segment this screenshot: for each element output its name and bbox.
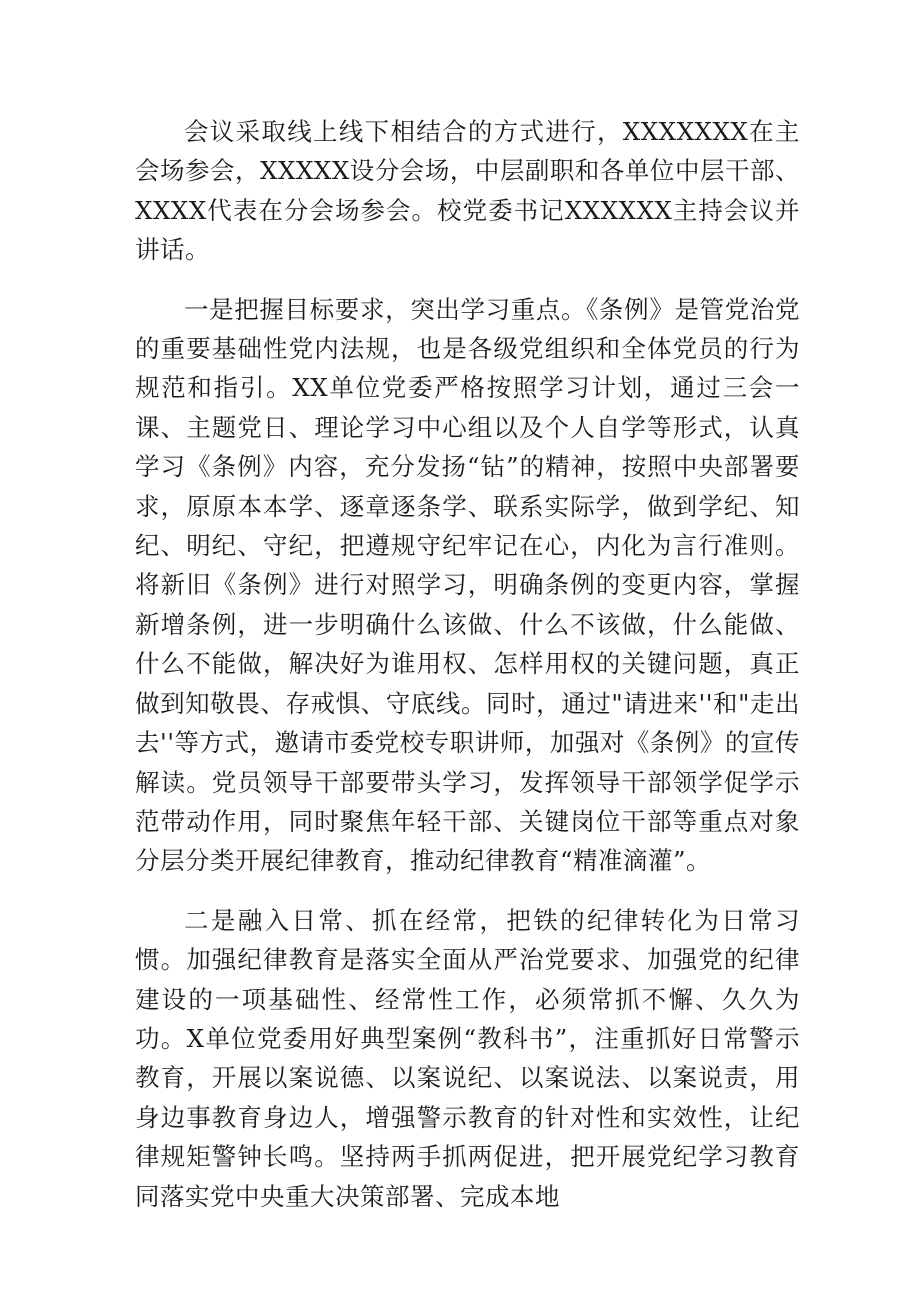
paragraph-point-two: 二是融入日常、抓在经常，把铁的纪律转化为日常习惯。加强纪律教育是落实全面从严治党要求、加强党的纪律建设的一项基础性、经常性工作，必须常抓不懈、久久为功。X单位党委用好典型案例“教科书”，注重抓好日常警示教育，开展以案说德、以案说纪、以案说法、以案说责，用身边事教育身边人，增强警示教育的针对性和实效性，让纪律规矩警钟长鸣。坚持两手抓两促进，把开展党纪学习教育同落实党中央重大决策部署、完成本地	[135, 905, 800, 1211]
document-body	[135, 112, 800, 1216]
paragraph-meeting-format: 会议采取线上线下相结合的方式进行，XXXXXXX在主会场参会，XXXXX设分会场，中层副职和各单位中层干部、XXXX代表在分会场参会。校党委书记XXXXXX主持会议并讲话。	[135, 117, 800, 265]
paragraph-point-one: 一是把握目标要求，突出学习重点。《条例》是管党治党的重要基础性党内法规，也是各级党组织和全体党员的行为规范和指引。XX单位党委严格按照学习计划，通过三会一课、主题党日、理论学习中心组以及个人自学等形式，认真学习《条例》内容，充分发扬“钻”的精神，按照中央部署要求，原原本本学、逐章逐条学、联系实际学，做到学纪、知纪、明纪、守纪，把遵规守纪牢记在心，内化为言行准则。将新旧《条例》进行对照学习，明确条例的变更内容，掌握新增条例，进一步明确什么该做、什么不该做，什么能做、什么不能做，解决好为谁用权、怎样用权的关键问题，真正做到知敬畏、存戒惧、守底线。同时，通过"请进来''和"走出去''等方式，邀请市委党校专职讲师，加强对《条例》的宣传解读。党员领导干部要带头学习，发挥领导干部领学促学示范带动作用，同时聚焦年轻干部、关键岗位干部等重点对象分层分类开展纪律教育，推动纪律教育“精准滴灌”。	[135, 294, 800, 876]
